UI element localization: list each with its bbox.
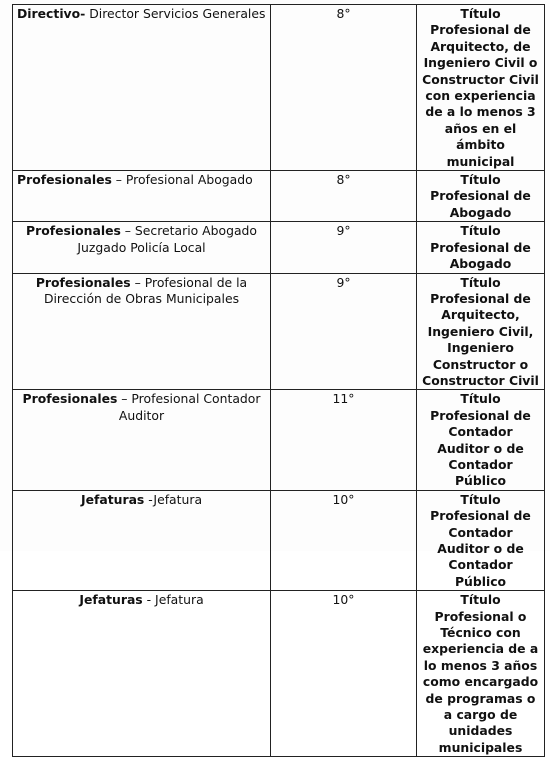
position-category: Profesionales bbox=[22, 391, 118, 407]
grade-cell: 9° bbox=[271, 273, 417, 390]
requirement-cell: Título Profesional de Arquitecto, de Ingeniero Civil o Constructor Civil con experiencia de a lo menos 3 años en el ámbito municipal bbox=[417, 5, 545, 171]
position-title: Director Servicios Generales bbox=[85, 6, 266, 21]
position-cell bbox=[13, 171, 271, 222]
position-title: – Profesional Abogado bbox=[111, 172, 253, 188]
position-cell bbox=[13, 490, 271, 590]
table-row bbox=[13, 273, 545, 390]
requirement-cell: Título Profesional de Contador Auditor o de Contador Público bbox=[417, 390, 545, 490]
requirement-cell: Título Profesional de Arquitecto, Ingeniero Civil, Ingeniero Constructor o Constructor Civil bbox=[417, 273, 545, 390]
position-category: Profesionales bbox=[26, 223, 121, 239]
position-title: - Jefatura bbox=[142, 592, 204, 608]
position-category: Jefaturas bbox=[80, 491, 145, 507]
position-category: Jefaturas bbox=[79, 592, 143, 608]
grade-cell: 8° bbox=[271, 5, 417, 171]
position-category: Profesionales bbox=[17, 172, 112, 188]
position-title: – Secretario Abogado Juzgado Policía Local bbox=[77, 223, 257, 255]
position-cell bbox=[13, 591, 271, 757]
position-cell bbox=[13, 390, 271, 490]
position-category: Directivo- bbox=[17, 6, 86, 21]
positions-table bbox=[12, 4, 545, 757]
grade-cell: 10° bbox=[271, 490, 417, 590]
table-row bbox=[13, 171, 545, 222]
requirement-cell: Título Profesional o Técnico con experiencia de a lo menos 3 años como encargado de programas o a cargo de unidades municipales bbox=[417, 591, 545, 757]
position-cell bbox=[13, 5, 271, 171]
position-cell bbox=[13, 273, 271, 390]
requirement-cell: Título Profesional de Abogado bbox=[417, 222, 545, 273]
table-row bbox=[13, 490, 545, 590]
requirement-cell: Título Profesional de Contador Auditor o de Contador Público bbox=[417, 490, 545, 590]
grade-cell: 11° bbox=[271, 390, 417, 490]
position-title: – Profesional Contador Auditor bbox=[117, 391, 261, 423]
position-cell bbox=[13, 222, 271, 273]
table-row bbox=[13, 591, 545, 757]
table-row bbox=[13, 390, 545, 490]
position-title: -Jefatura bbox=[144, 491, 203, 507]
grade-cell: 10° bbox=[271, 591, 417, 757]
position-category: Profesionales bbox=[35, 274, 131, 290]
grade-cell: 8° bbox=[271, 171, 417, 222]
table-row bbox=[13, 5, 545, 171]
requirement-cell: Título Profesional de Abogado bbox=[417, 171, 545, 222]
grade-cell: 9° bbox=[271, 222, 417, 273]
position-title: – Profesional de la Dirección de Obras Municipales bbox=[43, 274, 248, 306]
table-row bbox=[13, 222, 545, 273]
